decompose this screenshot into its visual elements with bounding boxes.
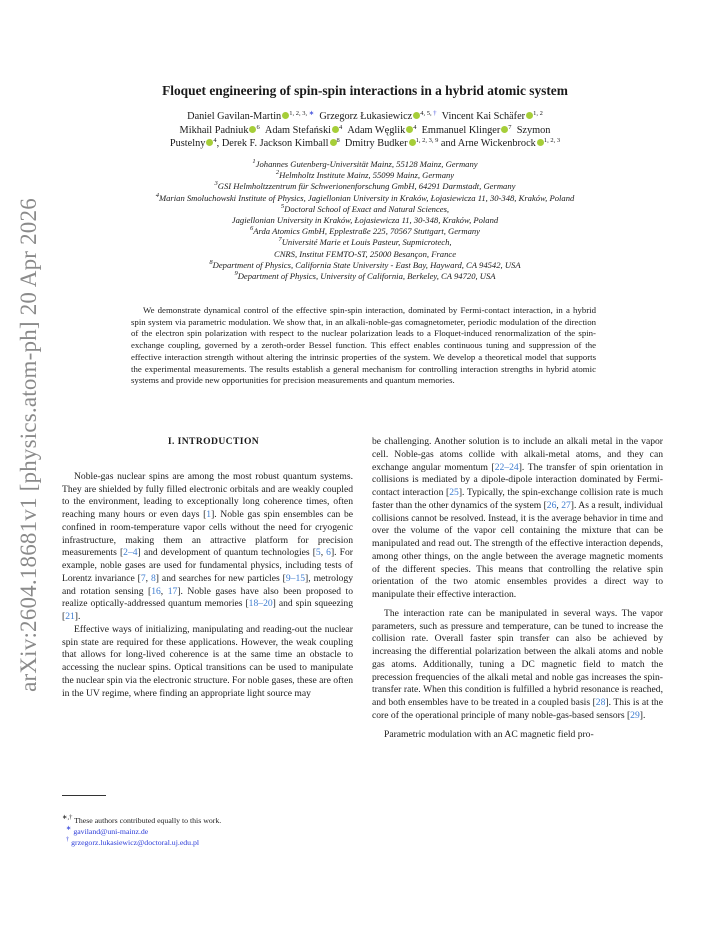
author-name: Daniel Gavilan-Martin: [187, 111, 282, 122]
author-affil-marks: 7: [508, 123, 512, 131]
right-column: [372, 436, 663, 741]
affiliation-line: $^5$Doctoral School of Exact and Natural Sciences,: [280, 202, 450, 214]
footnote-email-1: ∗ gaviland@uni-mainz.de: [65, 825, 149, 836]
body-text: ,: [145, 572, 151, 584]
author-conjunction: and: [440, 138, 456, 149]
body-text: ]. Typically, the spin-exchange collision rate is much faster than the other dynamics of the system [: [372, 487, 663, 511]
author-affil-marks: 1, 2, 3, ∗: [289, 110, 315, 117]
affiliation-line: Jagiellonian University in Kraków, Łojasiewicza 11, 30-348, Kraków, Poland: [231, 215, 499, 226]
author-name: Adam Węglik: [347, 124, 406, 136]
paper-title: Floquet engineering of spin-spin interactions in a hybrid atomic system: [162, 83, 568, 98]
author-affil-marks: 4: [338, 123, 343, 131]
body-text: ]. This is at the core of the operational principle of many noble-gas-based sensors [: [372, 697, 663, 721]
orcid-icon[interactable]: [332, 126, 339, 133]
body-text: ,: [556, 499, 562, 511]
citation-link[interactable]: 27: [561, 499, 571, 511]
citation-link[interactable]: 1: [206, 509, 212, 520]
affiliation-line: $^7$Université Marie et Louis Pasteur, Supmicrotech,: [278, 236, 452, 248]
body-text: ].: [639, 709, 646, 721]
body-text: ]. As a result, individual collisions cannot be resolved. Instead, it is the average behavior in time and over the volume of the vapor cell containing the mixture that can be manipulated and read out. The strength of the effective interaction depends, among other things, on the angle between the average magnetic moments of the different species. This means that controlling the relative spin orientation of the two atomic ensembles provides a direct way to manipulate their effective interaction.: [372, 499, 664, 600]
body-text: be challenging. Another solution is to include an alkali metal in the vapor cell. Noble-gas atoms collide with alkali-metal atoms, and they can exchange angular momentum [: [372, 436, 663, 473]
affiliation-line: $^6$Arda Atomics GmbH, Epplestraße 225, 70567 Stuttgart, Germany: [249, 225, 480, 237]
body-text: Noble-gas nuclear spins are among the most robust quantum systems. They are shielded by fully filled electronic orbitals and are weakly coupled to the environment, leading to exceptionally long coherence times, often reaching many hours or even days [: [62, 470, 353, 520]
footnotes: [62, 815, 353, 848]
footnote-email-2: † grzegorz.lukasiewicz@doctoral.uj.edu.pl: [65, 836, 200, 847]
right-paragraph-1: [372, 436, 663, 602]
author-line-3: Pustelny $^4$, Derek F. Jackson Kimball $^8$ Dmitry Budker $^{1, 2, 3, 9}$ and Arne Wickenbrock $^{1, 2, 3}$: [169, 137, 561, 149]
author-affil-marks: 4, 5, †: [420, 110, 437, 117]
author-name: Mikhail Padniuk: [179, 124, 249, 136]
email-link[interactable]: gaviland@uni-mainz.de: [73, 827, 149, 836]
body-text: ,: [160, 585, 168, 597]
citation-link[interactable]: 28: [595, 697, 606, 708]
author-affil-marks: 1, 2, 3: [543, 137, 561, 144]
body-text: ]. The transfer of spin orientation in collisions is mediated by a dipole-dipole interaction dominated by Fermi-contact interaction [: [372, 461, 663, 498]
author-name: Emmanuel Klinger: [421, 124, 501, 136]
author-list: [70, 110, 660, 151]
citation-link[interactable]: 18–20: [248, 598, 273, 610]
citation-link[interactable]: 25: [449, 487, 459, 498]
footnote-equal-contribution: ∗,† These authors contributed equally to this work.: [62, 814, 222, 825]
citation-link[interactable]: 16: [151, 585, 161, 597]
author-name: Adam Stefański: [264, 124, 331, 136]
citation-link[interactable]: 29: [630, 709, 640, 721]
citation-link[interactable]: 26: [546, 499, 557, 511]
body-text: ]. For example, noble gases are used for fundamental physics, including tests of Lorentz invariance [: [62, 547, 353, 584]
orcid-icon[interactable]: [409, 139, 416, 146]
author-line-1: [70, 110, 660, 124]
affiliation-line: CNRS, Institut FEMTO-ST, 25000 Besançon, France: [273, 248, 457, 259]
citation-link[interactable]: 5: [315, 547, 321, 559]
author-affil-marks: 6: [256, 123, 260, 131]
author-affil-marks: 1, 2, 3, 9: [415, 137, 439, 144]
affiliation-list: [70, 159, 660, 282]
citation-link[interactable]: 7: [140, 572, 146, 584]
left-column: [62, 436, 353, 700]
body-text: ] and spin squeezing [: [62, 598, 353, 622]
abstract: We demonstrate dynamical control of the effective spin-spin interaction, dominated by Fermi-contact interaction, in a hybrid spin system via parametric modulation. We show that, in an alkali-noble-gas comagnetometer, periodic modulation of the direction of the electron spin polarization with respect to the nuclear polarization leads to a Floquet-induced renormalization of the spin-exchange coupling, governed by a zeroth-order Bessel function. This effect enables continuous tuning and suppression of the effective interaction strength without altering the intrinsic properties of the system. We develop a theoretical model that supports the experimental measurements. The results establish a general mechanism for controlling interaction strengths in hybrid atomic systems and provide new opportunities for precision measurements and quantum memories.: [131, 305, 596, 386]
citation-link[interactable]: 8: [151, 572, 156, 584]
author-affil-marks: 1, 2: [533, 110, 543, 117]
author-name: Derek F. Jackson Kimball: [221, 138, 329, 149]
affiliation-line: $^1$Johannes Gutenberg-Universität Mainz, 55128 Mainz, Germany: [252, 158, 478, 169]
arxiv-identifier-stamp: [10, 198, 48, 692]
author-name: Dmitry Budker: [344, 138, 408, 149]
author-name: Arne Wickenbrock: [457, 138, 536, 149]
affiliation-line: $^2$Helmholtz Institute Mainz, 55099 Mainz, Germany: [275, 169, 455, 181]
citation-link[interactable]: 9–15: [285, 572, 306, 584]
citation-link[interactable]: 22–24: [494, 461, 519, 473]
affiliation-line: $^3$GSI Helmholtzzentrum für Schwerionenforschung GmbH, 64291 Darmstadt, Germany: [214, 180, 516, 192]
affiliation-line: $^9$Department of Physics, University of California, Berkeley, CA 94720, USA: [234, 270, 496, 282]
body-text: The interaction rate can be manipulated in several ways. The vapor parameters, such as pressure and temperature, can be tuned to increase the collision rate. Overall faster spin transfer can also be achieved by increasing the differential polarization between the alkali atoms and noble gas atoms. Additionally, tuning a DC magnetic field to match the precession frequencies of the alkali metal and noble gas increases the spin-transfer rate. When this condition is fulfilled a hybrid resonance is reached, and both ensembles have to be treated in a coupled basis [: [372, 607, 663, 708]
citation-link[interactable]: 17: [167, 585, 178, 597]
body-text: ] and development of quantum technologies [: [137, 547, 316, 559]
right-paragraph-3: Parametric modulation with an AC magnetic field pro-: [384, 728, 594, 740]
footnote-rule: [62, 795, 106, 796]
citation-link[interactable]: 21: [65, 611, 75, 622]
author-line-2: [70, 124, 660, 138]
author-name-part: Szymon: [516, 124, 551, 136]
orcid-icon[interactable]: [537, 139, 544, 146]
author-affil-marks: 4: [413, 123, 417, 131]
email-link[interactable]: grzegorz.lukasiewicz@doctoral.uj.edu.pl: [71, 838, 200, 847]
body-text: ,: [320, 547, 327, 559]
orcid-icon[interactable]: [330, 139, 337, 146]
body-text: ].: [74, 611, 81, 622]
author-name-part: Pustelny: [169, 138, 206, 149]
author-affil-marks: 8: [336, 137, 340, 144]
intro-paragraph-2: Effective ways of initializing, manipulating and reading-out the nuclear spin state are required for these applications. However, the weak coupling that allows for long-lived coherence is at the same time an obstacle to accessing the nuclear spins. Optical transitions can be used to manipulate the nuclear spin via the electronic structure. For noble gases, these are often in the UV regime, where finding an appropriate light source may: [62, 623, 353, 699]
arxiv-id-text: arXiv:2604.18681v1 [physics.atom-ph] 20 Apr 2026: [16, 198, 42, 692]
author-name: Vincent Kai Schäfer: [441, 111, 526, 122]
affiliation-line: $^4$Marian Smoluchowski Institute of Physics, Jagiellonian University in Kraków, Łojasiewicza 11, 30-348, Kraków, Poland: [155, 191, 575, 203]
section-heading: I. INTRODUCTION: [167, 436, 260, 447]
citation-link[interactable]: 2–4: [123, 547, 138, 559]
author-name: Grzegorz Łukasiewicz: [319, 111, 413, 122]
body-text: ]. Noble gases have also been proposed to realize optically-addressed quantum memories [: [62, 585, 354, 610]
author-affil-marks: 4: [213, 137, 217, 144]
right-paragraph-2: [372, 608, 663, 723]
affiliation-line: $^8$Department of Physics, California State University - East Bay, Hayward, CA 94542, USA: [209, 258, 521, 270]
intro-paragraph-1: [62, 471, 353, 624]
body-text: ] and searches for new particles [: [155, 572, 286, 584]
body-text: ]. Noble gas spin ensembles can be confined in room-temperature vapor cells without the need for cryogenic infrastructure, making them an attractive platform for precision measurements [: [62, 509, 353, 559]
citation-link[interactable]: 6: [326, 547, 331, 559]
body-text: ], metrology and rotation sensing [: [62, 572, 353, 597]
